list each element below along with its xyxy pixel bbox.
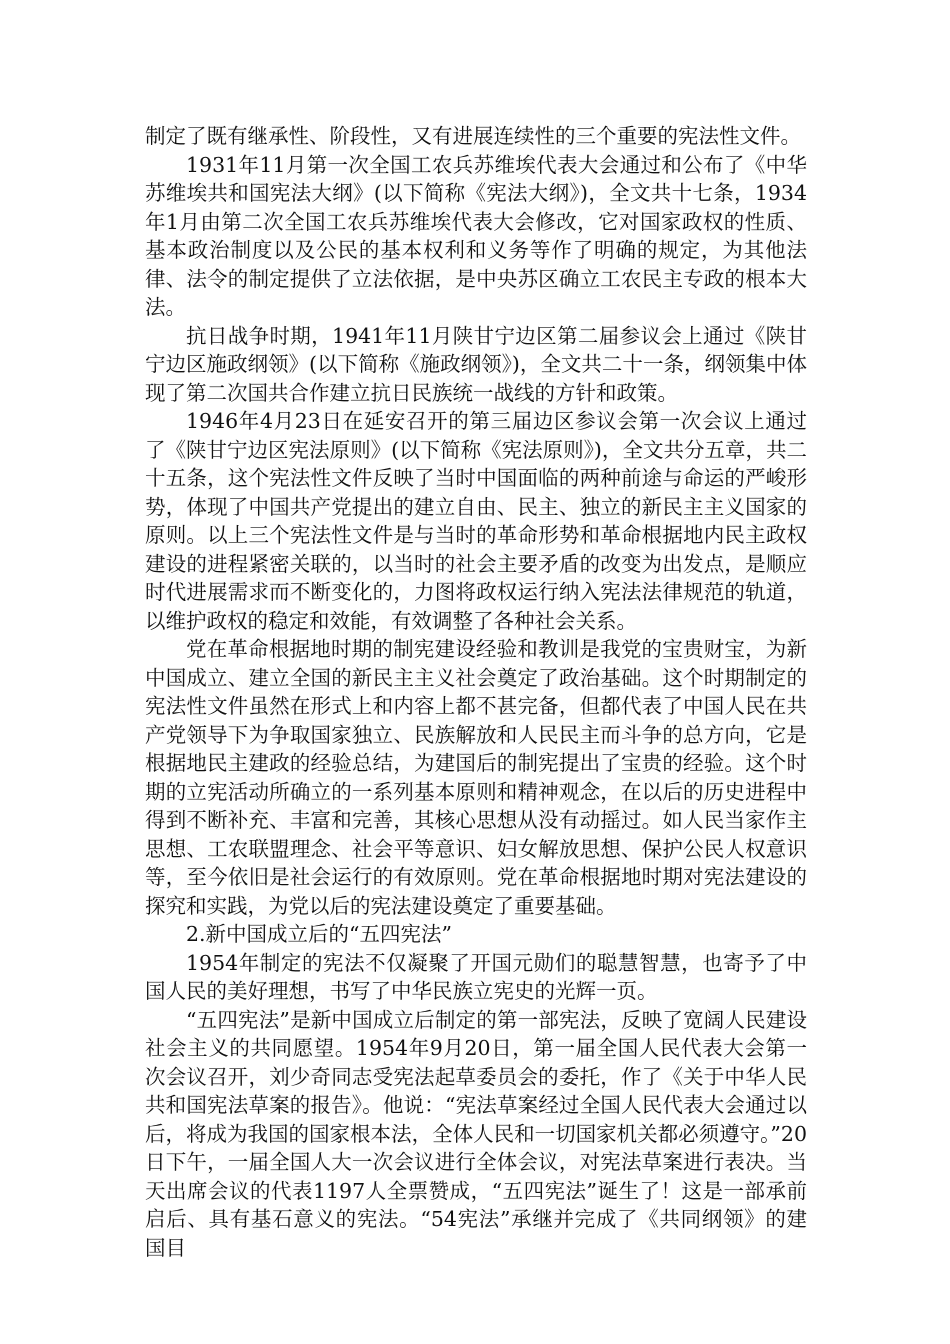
- paragraph-1954-constitution-intro: 1954年制定的宪法不仅凝聚了开国元勋们的聪慧智慧，也寄予了中国人民的美好理想，书写了中华民族立宪史的光辉一页。: [145, 950, 807, 1003]
- paragraph-1931-constitution-outline: 1931年11月第一次全国工农兵苏维埃代表大会通过和公布了《中华苏维埃共和国宪法大纲》(以下简称《宪法大纲》)，全文共十七条，1934年1月由第二次全国工农兵苏维埃代表大会修改，它对国家政权的性质、基本政治制度以及公民的基本权利和义务等作了明确的规定，为其他法律、法令的制定提供了立法依据，是中央苏区确立工农民主专政的根本大法。: [145, 152, 807, 319]
- paragraph-54-constitution-details: “五四宪法”是新中国成立后制定的第一部宪法，反映了宽阔人民建设社会主义的共同愿望。1954年9月20日，第一届全国人民代表大会第一次会议召开，刘少奇同志受宪法起草委员会的委托，作了《关于中华人民共和国宪法草案的报告》。他说：“宪法草案经过全国人民代表大会通过以后，将成为我国的国家根本法，全体人民和一切国家机关都必须遵守。”20日下午，一届全国人大一次会议进行全体会议，对宪法草案进行表决。当天出席会议的代表1197人全票赞成，“五四宪法”诞生了！这是一部承前启后、具有基石意义的宪法。“54宪法”承继并完成了《共同纲领》的建国目: [145, 1007, 807, 1260]
- section-heading-54-constitution: 2.新中国成立后的“五四宪法”: [186, 922, 453, 946]
- paragraph-continuation: 制定了既有继承性、阶段性，又有进展连续性的三个重要的宪法性文件。: [145, 124, 801, 148]
- document-page: [145, 122, 807, 1262]
- paragraph-1941-administrative-program: 抗日战争时期，1941年11月陕甘宁边区第二届参议会上通过《陕甘宁边区施政纲领》(以下简称《施政纲领》)，全文共二十一条，纲领集中体现了第二次国共合作建立抗日民族统一战线的方针和政策。: [145, 323, 807, 405]
- paragraph-base-area-experience: 党在革命根据地时期的制宪建设经验和教训是我党的宝贵财宝，为新中国成立、建立全国的新民主主义社会奠定了政治基础。这个时期制定的宪法性文件虽然在形式上和内容上都不甚完备，但都代表了中国人民在共产党领导下为争取国家独立、民族解放和人民民主而斗争的总方向，它是根据地民主建政的经验总结，为建国后的制宪提出了宝贵的经验。这个时期的立宪活动所确立的一系列基本原则和精神观念，在以后的历史进程中得到不断补充、丰富和完善，其核心思想从没有动摇过。如人民当家作主思想、工农联盟理念、社会平等意识、妇女解放思想、保护公民人权意识等，至今依旧是社会运行的有效原则。党在革命根据地时期对宪法建设的探究和实践，为党以后的宪法建设奠定了重要基础。: [145, 637, 807, 918]
- paragraph-1946-constitutional-principles: 1946年4月23日在延安召开的第三届边区参议会第一次会议上通过了《陕甘宁边区宪法原则》(以下简称《宪法原则》)，全文共分五章，共二十五条，这个宪法性文件反映了当时中国面临的两种前途与命运的严峻形势，体现了中国共产党提出的建立自由、民主、独立的新民主主义国家的原则。以上三个宪法性文件是与当时的革命形势和革命根据地内民主政权建设的进程紧密关联的，以当时的社会主要矛盾的改变为出发点，是顺应时代进展需求而不断变化的，力图将政权运行纳入宪法法律规范的轨道，以维护政权的稳定和效能，有效调整了各种社会关系。: [145, 409, 807, 633]
